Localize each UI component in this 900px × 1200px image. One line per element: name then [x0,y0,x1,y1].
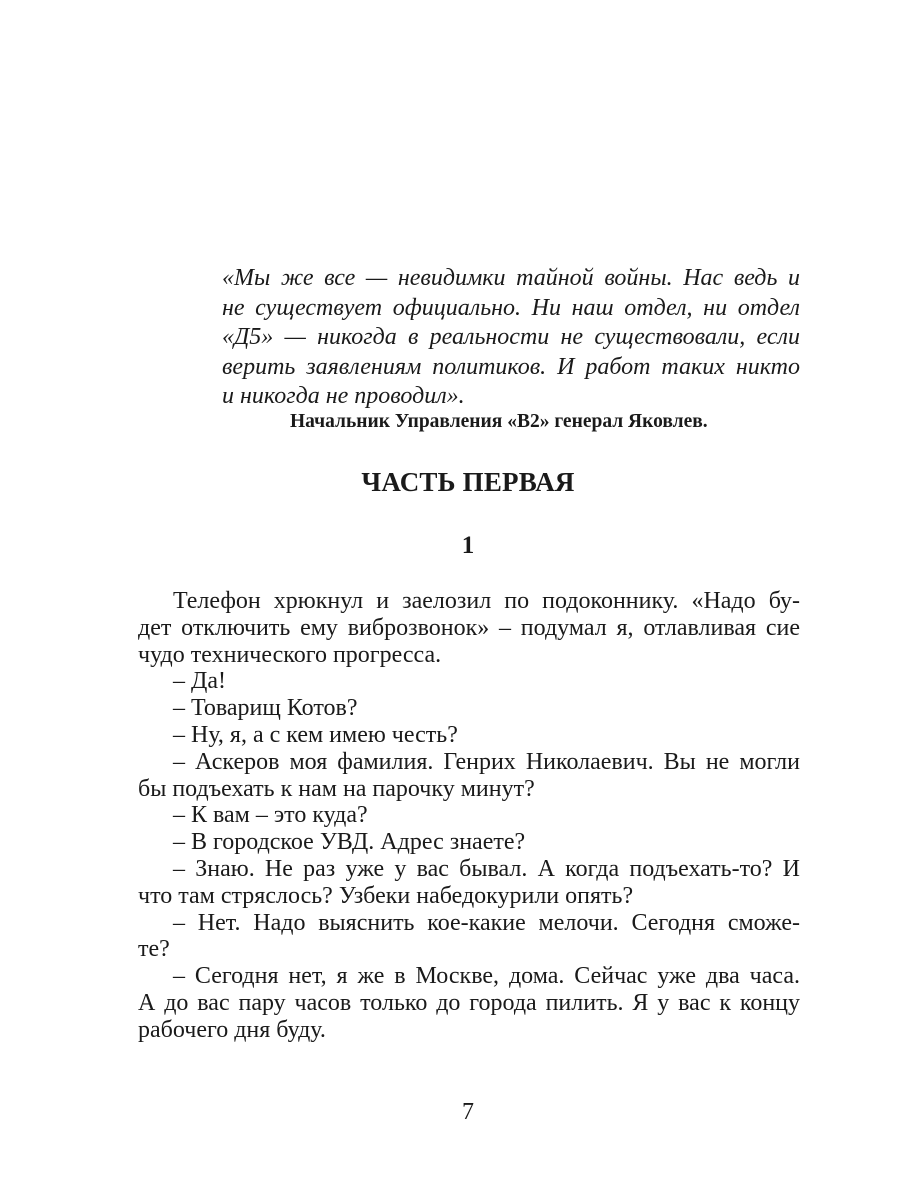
epigraph-line: не существует официально. Ни наш отдел, ни отдел [222,294,800,321]
text-line: Телефон хрюкнул и заелозил по подоконнику. «Надо бу- [173,588,800,614]
epigraph [222,264,800,412]
text-line: те? [138,936,170,963]
text-line: рабочего дня буду. [138,1016,326,1043]
chapter-number: 1 [461,532,475,559]
epigraph-line: и никогда не проводил». [222,383,465,409]
text-line: дет отключить ему виброзвонок» – подумал я, отлавливая сие [138,614,800,641]
text-line: бы подъехать к нам на парочку минут? [138,775,535,802]
text-line: что там стряслось? Узбеки набедокурили опять? [138,882,634,909]
body-text [138,588,800,1044]
text-line: – Знаю. Не раз уже у вас бывал. А когда подъехать-то? И [173,855,800,882]
text-line: – Сегодня нет, я же в Москве, дома. Сейчас уже два часа. [173,963,800,990]
text-line: – Аскеров моя фамилия. Генрих Николаевич. Вы не могли [173,748,800,775]
text-line: – К вам – это куда? [173,802,368,829]
text-line: – В городское УВД. Адрес знаете? [173,829,526,856]
epigraph-attribution: Начальник Управления «В2» генерал Яковлев. [290,411,708,432]
text-line: – Ну, я, а с кем имею честь? [173,721,458,748]
epigraph-line: «Мы же все — невидимки тайной войны. Нас ведь и [222,265,800,291]
text-line: – Да! [173,668,227,695]
text-line: – Товарищ Котов? [173,695,358,722]
epigraph-line: верить заявлениям политиков. И работ таких никто [222,353,800,380]
text-line: чудо технического прогресса. [138,641,442,668]
text-line: А до вас пару часов только до города пилить. Я у вас к концу [138,989,800,1016]
text-line: – Нет. Надо выяснить кое-какие мелочи. Сегодня сможе- [173,909,800,936]
epigraph-line: «Д5» — никогда в реальности не существовали, если [222,324,800,350]
part-title: ЧАСТЬ ПЕРВАЯ [361,467,575,497]
page-number: 7 [462,1099,474,1125]
